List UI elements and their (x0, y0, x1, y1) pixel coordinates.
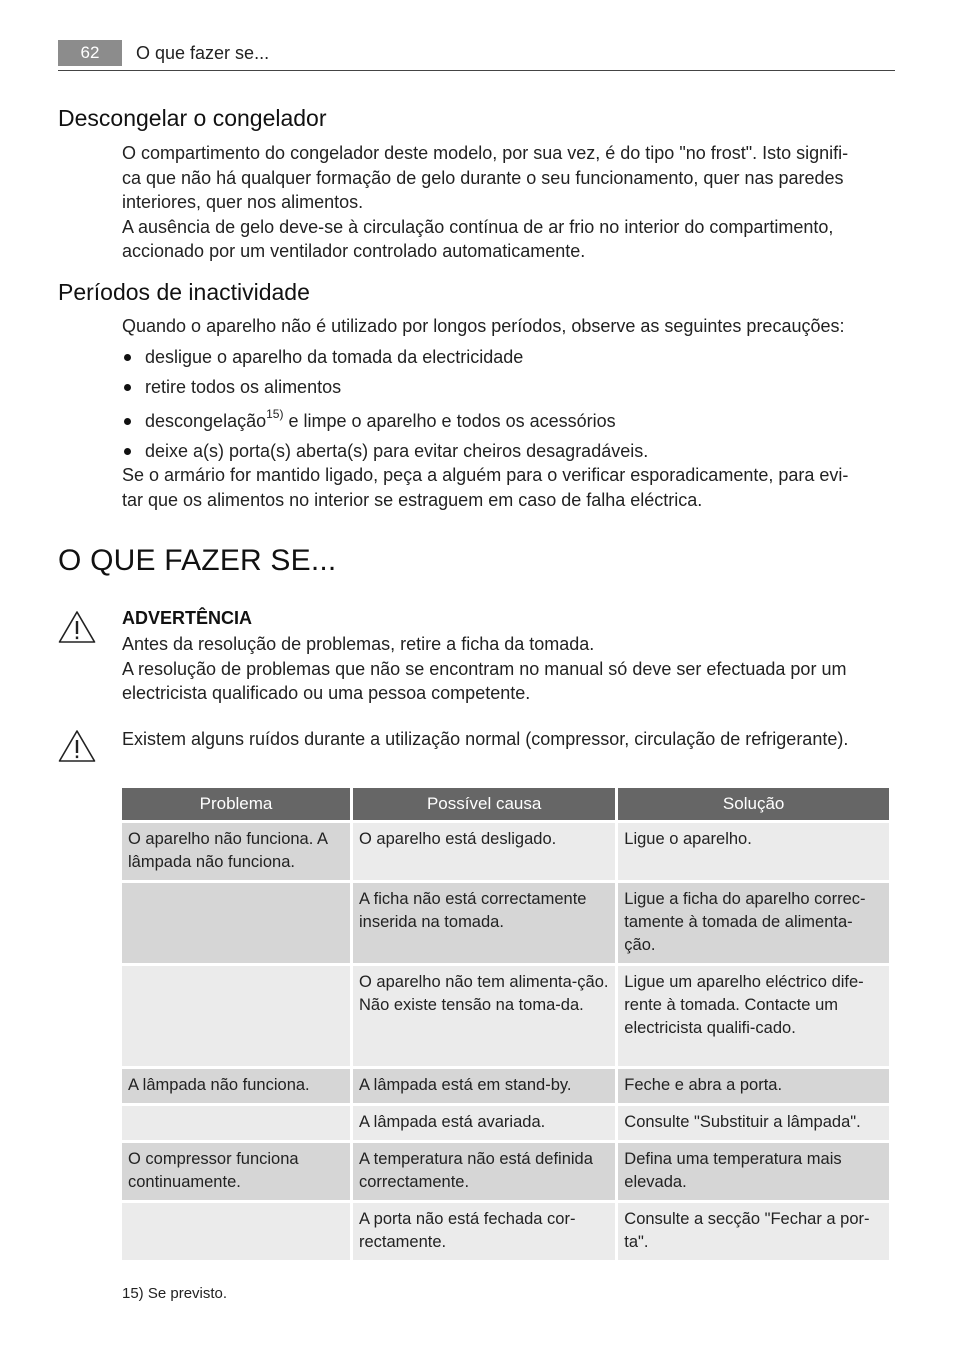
paragraph-inactivity-outro (122, 463, 897, 512)
warning-triangle-icon (58, 729, 96, 763)
text-line: A ausência de gelo deve-se à circulação contínua de ar frio no interior do compartimento, (122, 216, 834, 237)
bullet-icon (124, 384, 131, 391)
main-heading: O QUE FAZER SE... (58, 544, 337, 577)
list-item-text: desligue o aparelho da tomada da electricidade (145, 347, 524, 367)
paragraph-inactivity-intro (122, 314, 897, 339)
precautions-list (122, 343, 897, 467)
table-row (122, 1069, 889, 1103)
column-header-solution: Solução (618, 788, 889, 820)
list-item (122, 403, 897, 437)
text-line: O compartimento do congelador deste modelo, por sua vez, é do tipo "no frost". Isto signifi- (122, 143, 849, 163)
bullet-icon (124, 418, 131, 425)
column-header-problem: Problema (122, 788, 350, 820)
table-row (122, 823, 889, 880)
cell-solution: Feche e abra a porta. (618, 1069, 889, 1103)
list-item-text-after: e limpe o aparelho e todos os acessórios (283, 411, 616, 431)
text-line: tar que os alimentos no interior se estraguem em caso de falha eléctrica. (122, 489, 703, 510)
cell-solution: Ligue o aparelho. (618, 823, 889, 880)
table-row (122, 1203, 889, 1260)
text-line: interiores, quer nos alimentos. (122, 192, 364, 212)
header-title: O que fazer se... (136, 43, 270, 63)
cell-problem: O compressor funciona continuamente. (122, 1143, 350, 1200)
cell-cause: A ficha não está correctamente inserida na tomada. (353, 883, 615, 963)
table-header-row (122, 788, 889, 820)
cell-cause: A temperatura não está definida correctamente. (353, 1143, 615, 1200)
page-header (58, 40, 895, 71)
heading-inactivity: Períodos de inactividade (58, 279, 310, 305)
cell-cause: A lâmpada está avariada. (353, 1106, 615, 1140)
bullet-icon (124, 354, 131, 361)
table-row (122, 1143, 889, 1200)
table-row (122, 966, 889, 1066)
text-line: Existem alguns ruídos durante a utilização normal (compressor, circulação de refrigerante). (122, 729, 849, 749)
cell-solution: Ligue a ficha do aparelho correc-tamente à tomada de alimenta-ção. (618, 883, 889, 963)
cell-problem (122, 883, 350, 963)
cell-solution: Consulte "Substituir a lâmpada". (618, 1106, 889, 1140)
cell-problem: A lâmpada não funciona. (122, 1069, 350, 1103)
list-item (122, 343, 897, 373)
text-line: electricista qualificado ou uma pessoa competente. (122, 683, 531, 703)
cell-cause: O aparelho não tem alimenta-ção. Não existe tensão na toma-da. (353, 966, 615, 1066)
cell-problem (122, 966, 350, 1066)
cell-cause: A porta não está fechada cor-rectamente. (353, 1203, 615, 1260)
troubleshooting-table (119, 785, 892, 1263)
heading-defrost: Descongelar o congelador (58, 105, 327, 131)
cell-problem: O aparelho não funciona. A lâmpada não funciona. (122, 823, 350, 880)
cell-cause: A lâmpada está em stand-by. (353, 1069, 615, 1103)
list-item-text: deixe a(s) porta(s) aberta(s) para evitar cheiros desagradáveis. (145, 441, 649, 461)
text-line: A resolução de problemas que não se encontram no manual só deve ser efectuada por um (122, 658, 847, 679)
paragraph-defrost (122, 141, 897, 264)
bullet-icon (124, 448, 131, 455)
text-line: Antes da resolução de problemas, retire a ficha da tomada. (122, 634, 595, 654)
warning-text (122, 632, 897, 706)
table-row (122, 883, 889, 963)
list-item (122, 373, 897, 403)
table-row (122, 1106, 889, 1140)
warning-triangle-icon (58, 610, 96, 644)
page-number: 62 (58, 40, 122, 66)
cell-cause: O aparelho está desligado. (353, 823, 615, 880)
list-item-text: descongelação (145, 411, 267, 431)
column-header-cause: Possível causa (353, 788, 615, 820)
text-line: accionado por um ventilador controlado automaticamente. (122, 241, 586, 261)
cell-solution: Defina uma temperatura mais elevada. (618, 1143, 889, 1200)
cell-problem (122, 1203, 350, 1260)
cell-solution: Consulte a secção "Fechar a por-ta". (618, 1203, 889, 1260)
cell-problem (122, 1106, 350, 1140)
footnote: 15) Se previsto. (122, 1285, 228, 1302)
text-line: ca que não há qualquer formação de gelo durante o seu funcionamento, quer nas paredes (122, 167, 844, 188)
notice-text (122, 727, 897, 752)
text-line: Se o armário for mantido ligado, peça a alguém para o verificar esporadicamente, para evi- (122, 465, 849, 485)
warning-title: ADVERTÊNCIA (122, 608, 253, 628)
text-line: Quando o aparelho não é utilizado por longos períodos, observe as seguintes precauções: (122, 316, 845, 336)
cell-solution: Ligue um aparelho eléctrico dife-rente à tomada. Contacte um electricista qualifi-cado. (618, 966, 889, 1066)
list-item-text: retire todos os alimentos (145, 377, 342, 397)
footnote-ref: 15) (266, 407, 284, 421)
